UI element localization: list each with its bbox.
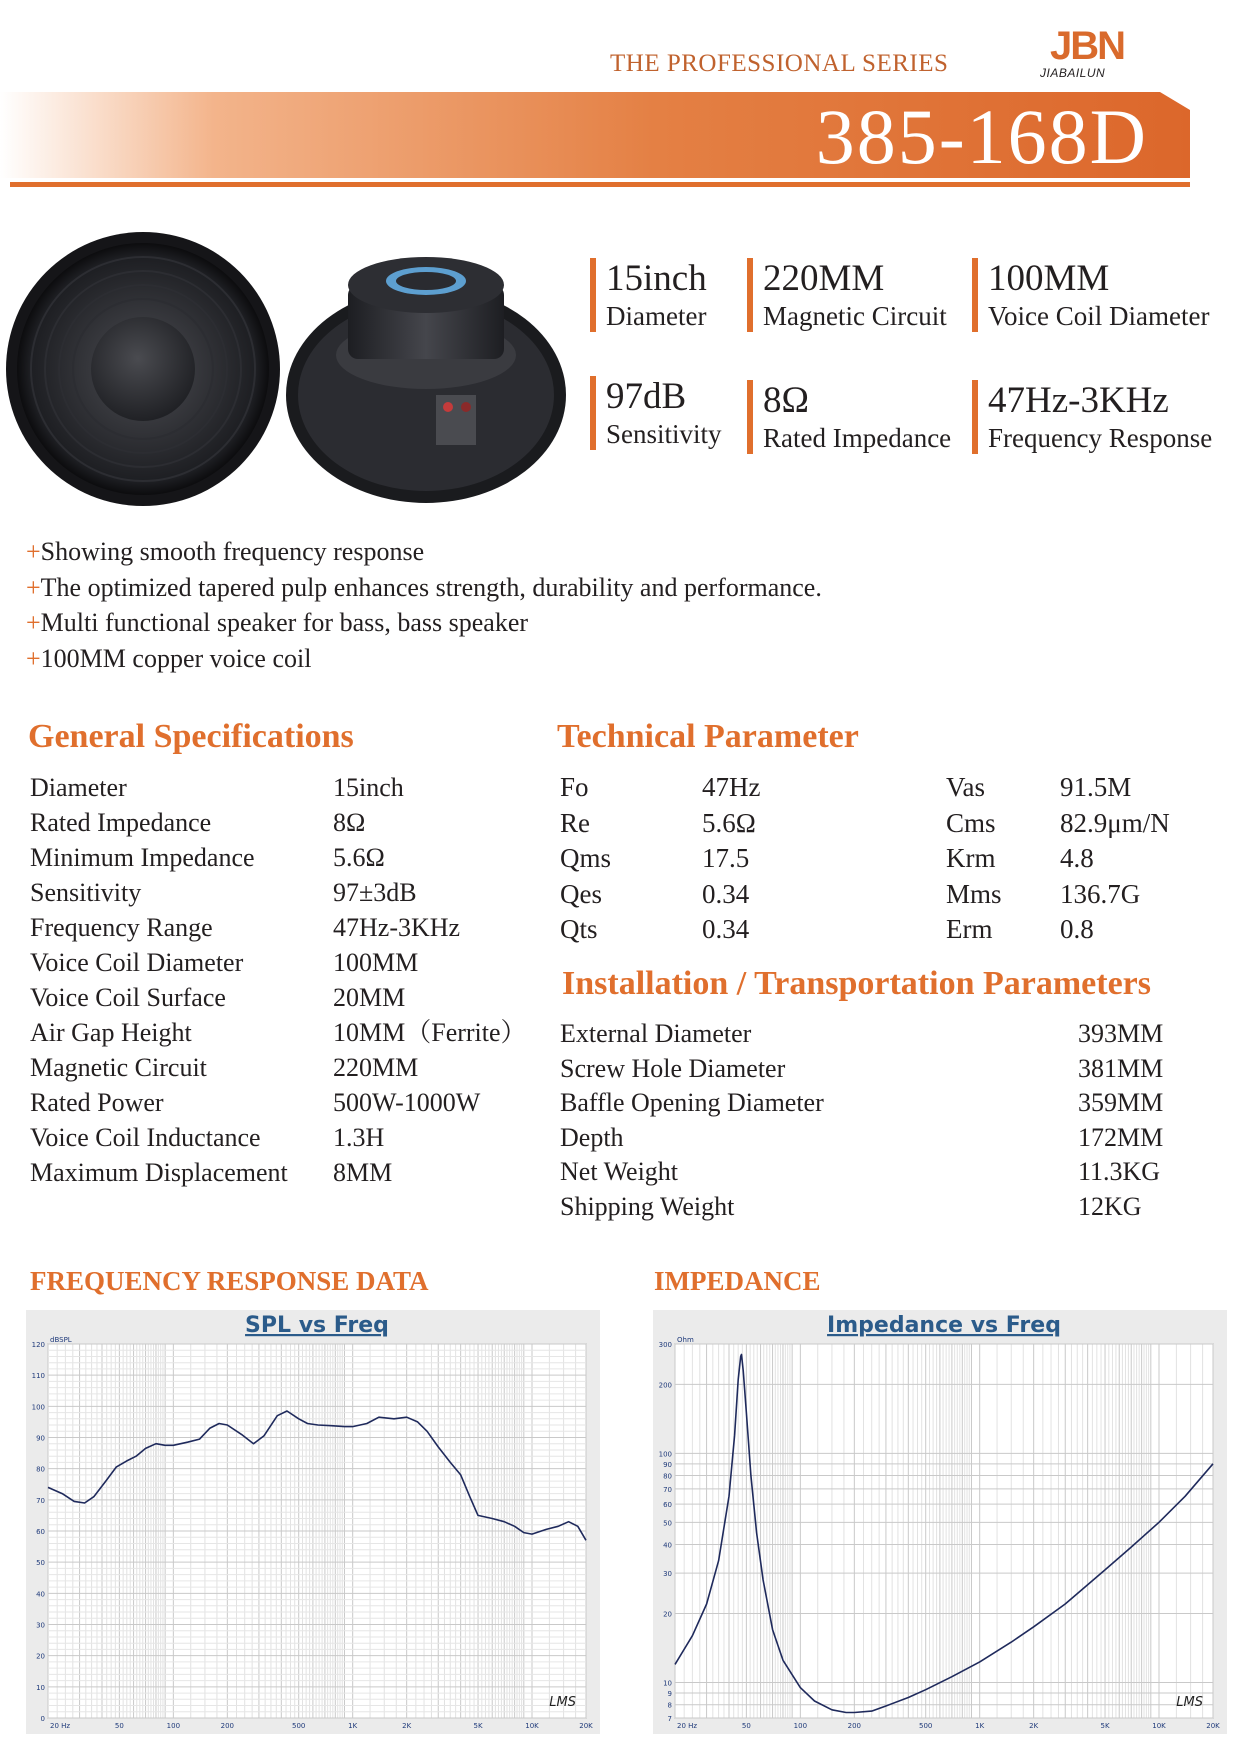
y-tick-label: 300 — [658, 1341, 672, 1349]
table-row: Shipping Weight 12KG — [560, 1191, 1142, 1221]
table-row: Re 5.6Ω Cms 82.9μm/N — [560, 807, 1170, 838]
x-tick-label: 500 — [919, 1722, 933, 1730]
feature-item: +The optimized tapered pulp enhances strength, durability and performance. — [26, 572, 822, 602]
x-tick-label: 20 Hz — [677, 1722, 698, 1730]
speaker-front-photo — [4, 230, 282, 508]
x-tick-label: 2K — [402, 1722, 412, 1730]
key-spec-value: 220MM — [763, 258, 885, 299]
table-row: Voice Coil Diameter 100MM — [30, 948, 419, 977]
x-tick-label: 20K — [1206, 1722, 1220, 1730]
y-tick-label: 50 — [36, 1559, 45, 1568]
table-row: Qms 17.5 Krm 4.8 — [560, 843, 1094, 873]
table-row: Voice Coil Surface 20MM — [30, 983, 406, 1012]
y-tick-label: 7 — [667, 1715, 672, 1723]
x-tick-label: 5K — [473, 1722, 483, 1730]
x-tick-label: 200 — [220, 1722, 235, 1730]
y-tick-label: 80 — [663, 1472, 672, 1481]
plus-icon: + — [26, 608, 41, 637]
y-tick-label: 80 — [36, 1465, 45, 1474]
frequency-response-heading: FREQUENCY RESPONSE DATA — [30, 1266, 429, 1296]
key-spec-label: Diameter — [606, 301, 707, 331]
key-spec-magnetic-circuit — [747, 258, 947, 332]
general-specs-table — [30, 770, 550, 1190]
plus-icon: + — [26, 643, 41, 673]
technical-parameter-table — [560, 770, 1240, 948]
x-tick-label: 20 Hz — [50, 1722, 71, 1730]
impedance-chart-svg — [653, 1310, 1227, 1734]
y-tick-label: 120 — [31, 1341, 45, 1349]
logo-mark: JBN — [1050, 24, 1125, 68]
key-spec-value: 8Ω — [763, 380, 809, 421]
y-tick-label: 0 — [40, 1715, 45, 1723]
key-spec-value: 47Hz-3KHz — [988, 380, 1169, 421]
key-spec-label: Frequency Response — [988, 423, 1213, 453]
key-spec-impedance — [747, 380, 951, 454]
y-tick-label: 90 — [36, 1434, 45, 1443]
table-row: Baffle Opening Diameter 359MM — [560, 1088, 1164, 1117]
table-row: Sensitivity 97±3dB — [30, 878, 417, 907]
x-tick-label: 500 — [292, 1722, 306, 1730]
brand-logo — [1040, 24, 1150, 84]
key-spec-voice-coil — [972, 258, 1209, 332]
model-number: 385-168D — [815, 93, 1148, 180]
x-tick-label: 10K — [525, 1722, 539, 1730]
y-tick-label: 110 — [31, 1372, 45, 1381]
key-spec-value: 100MM — [988, 258, 1110, 299]
table-row: Screw Hole Diameter 381MM — [560, 1053, 1164, 1083]
x-tick-label: 100 — [166, 1722, 181, 1730]
table-row: Depth 172MM — [560, 1122, 1164, 1152]
feature-item: +100MM copper voice coil — [26, 643, 312, 673]
installation-heading: Installation / Transportation Parameters — [562, 965, 1151, 1002]
y-tick-label: 70 — [36, 1496, 45, 1505]
table-row: Minimum Impedance 5.6Ω — [30, 843, 385, 872]
y-axis-label: Ohm — [677, 1336, 694, 1344]
x-tick-label: 10K — [1152, 1722, 1166, 1730]
x-tick-label: 5K — [1100, 1722, 1110, 1730]
key-spec-label: Rated Impedance — [763, 423, 952, 453]
y-tick-label: 10 — [36, 1683, 45, 1692]
y-tick-label: 30 — [36, 1621, 45, 1630]
x-tick-label: 1K — [348, 1722, 358, 1730]
y-tick-label: 70 — [663, 1485, 672, 1494]
table-row: Air Gap Height 10MM（Ferrite） — [30, 1018, 527, 1047]
general-specs-heading: General Specifications — [28, 718, 354, 755]
y-tick-label: 90 — [663, 1460, 672, 1469]
table-row: Voice Coil Inductance 1.3H — [30, 1123, 385, 1152]
plus-icon: + — [26, 572, 41, 602]
key-spec-value: 97dB — [606, 376, 687, 417]
technical-parameter-heading: Technical Parameter — [557, 718, 859, 755]
feature-item: +Multi functional speaker for bass, bass speaker — [26, 608, 529, 637]
key-spec-label: Voice Coil Diameter — [988, 301, 1210, 331]
y-axis-label: dBSPL — [50, 1336, 72, 1344]
key-spec-diameter — [590, 258, 707, 332]
table-row: Rated Impedance 8Ω — [30, 808, 366, 837]
table-row: Rated Power 500W-1000W — [30, 1088, 481, 1117]
y-tick-label: 50 — [663, 1519, 672, 1528]
installation-table — [560, 1017, 1180, 1224]
y-tick-label: 20 — [36, 1652, 45, 1661]
x-tick-label: 200 — [847, 1722, 862, 1730]
speaker-rear-photo — [276, 245, 576, 510]
y-tick-label: 20 — [663, 1610, 672, 1619]
y-tick-label: 100 — [658, 1450, 672, 1459]
x-tick-label: 1K — [975, 1722, 985, 1730]
impedance-chart — [653, 1310, 1227, 1734]
y-tick-label: 60 — [663, 1501, 672, 1510]
logo-subtitle: JIABAILUN — [1040, 66, 1106, 80]
table-row: Qes 0.34 Mms 136.7G — [560, 878, 1141, 909]
key-spec-label: Magnetic Circuit — [763, 301, 947, 331]
watermark-text: LMS — [1176, 1695, 1203, 1710]
series-title: THE PROFESSIONAL SERIES — [610, 50, 949, 77]
y-tick-label: 40 — [663, 1541, 672, 1550]
impedance-heading: IMPEDANCE — [654, 1266, 821, 1296]
x-tick-label: 50 — [741, 1722, 751, 1730]
spl-chart-svg — [26, 1310, 600, 1734]
feature-list — [26, 534, 822, 676]
key-spec-sensitivity — [590, 376, 722, 450]
table-row: Qts 0.34 Erm 0.8 — [560, 914, 1094, 944]
x-tick-label: 2K — [1029, 1722, 1039, 1730]
chart-title: Impedance vs Freq — [827, 1313, 1061, 1338]
x-tick-label: 20K — [579, 1722, 593, 1730]
x-tick-label: 50 — [114, 1722, 124, 1730]
key-spec-frequency-response — [972, 380, 1212, 454]
table-row: Maximum Displacement 8MM — [30, 1158, 393, 1187]
feature-item: +Showing smooth frequency response — [26, 537, 425, 566]
table-row: External Diameter 393MM — [560, 1019, 1164, 1048]
key-spec-value: 15inch — [606, 258, 707, 299]
table-row: Net Weight 11.3KG — [560, 1157, 1161, 1186]
plus-icon: + — [26, 537, 41, 566]
key-spec-label: Sensitivity — [606, 419, 722, 449]
table-row: Diameter 15inch — [30, 773, 404, 802]
x-tick-label: 100 — [793, 1722, 808, 1730]
chart-title: SPL vs Freq — [245, 1313, 389, 1338]
y-tick-label: 10 — [663, 1679, 672, 1688]
y-tick-label: 40 — [36, 1590, 45, 1599]
table-row: Fo 47Hz Vas 91.5M — [560, 772, 1132, 802]
watermark-text: LMS — [549, 1695, 576, 1710]
table-row: Magnetic Circuit 220MM — [30, 1053, 419, 1082]
y-tick-label: 60 — [36, 1528, 45, 1536]
table-row: Frequency Range 47Hz-3KHz — [30, 913, 461, 942]
y-tick-label: 100 — [31, 1403, 45, 1412]
y-tick-label: 9 — [667, 1689, 672, 1698]
y-tick-label: 200 — [658, 1381, 672, 1390]
y-tick-label: 30 — [663, 1570, 672, 1579]
y-tick-label: 8 — [667, 1701, 672, 1710]
spl-chart — [26, 1310, 600, 1734]
